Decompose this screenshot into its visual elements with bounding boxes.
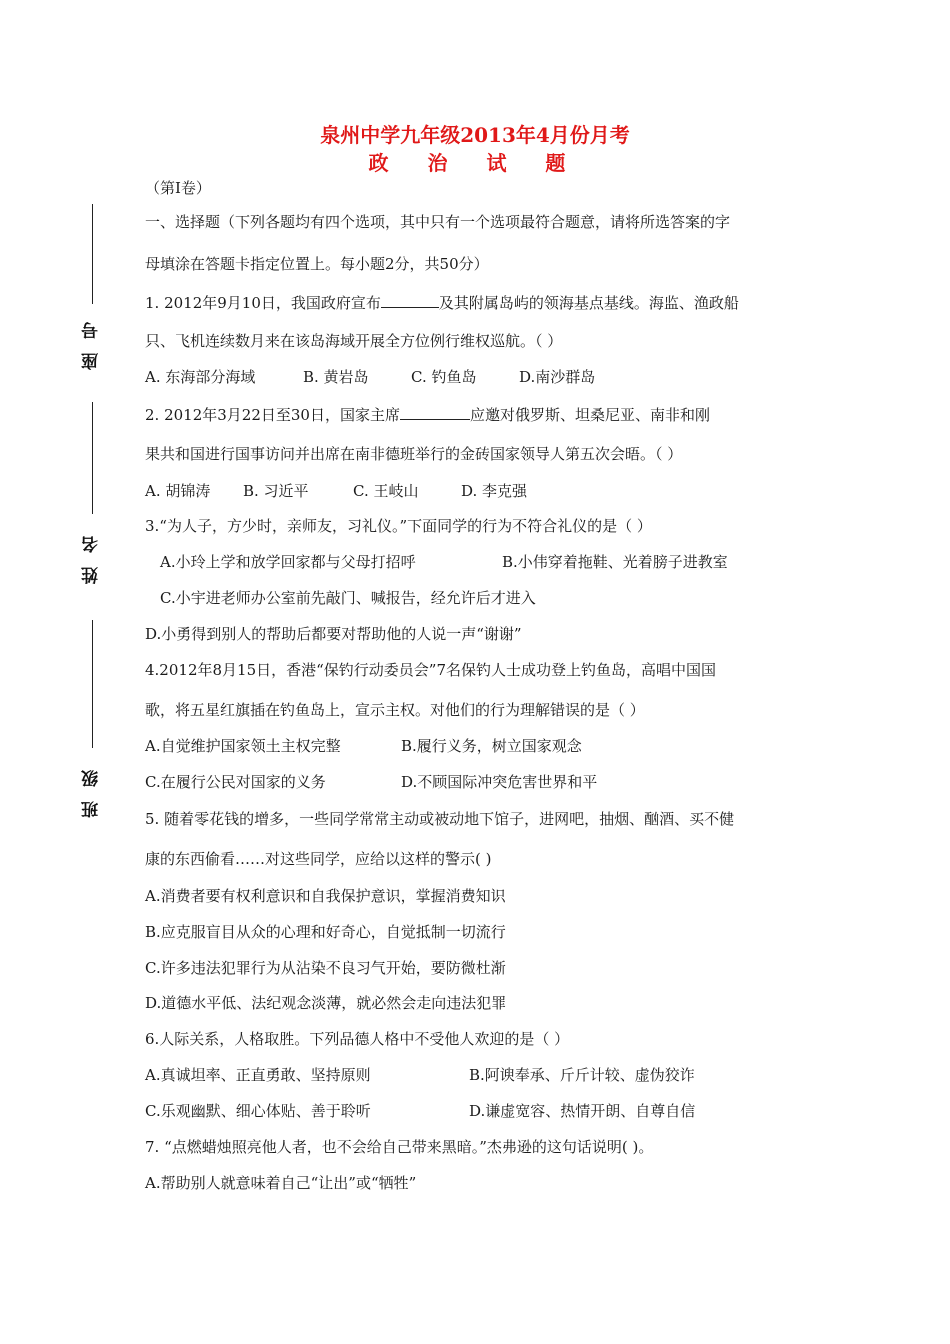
seat-label: 座号 <box>82 308 102 370</box>
option-a: A.消费者要有权利意识和自我保护意识，掌握消费知识 <box>145 887 506 905</box>
option-d: D.谦虚宽容、热情开朗、自尊自信 <box>469 1102 696 1120</box>
option-c: C.许多违法犯罪行为从沾染不良习气开始，要防微杜渐 <box>145 959 506 977</box>
option-a: A.帮助别人就意味着自己“让出”或“牺牲” <box>145 1174 417 1192</box>
option-b: B. 黄岩岛 <box>303 368 369 386</box>
answer-blank <box>400 404 470 420</box>
option-a: A. 胡锦涛 <box>145 482 211 500</box>
question-1-options <box>145 367 595 387</box>
exam-title: 泉州中学九年级2013年4月份月考 <box>320 123 630 147</box>
question-2-stem-line2: 果共和国进行国事访问并出席在南非德班举行的金砖国家领导人第五次会晤。（ ） <box>145 445 683 463</box>
question-4-stem: 4.2012年8月15日，香港“保钓行动委员会”7名保钓人士成功登上钓鱼岛，高唱中国国 <box>145 661 716 679</box>
option-d: D. 李克强 <box>461 482 528 500</box>
volume-label: （第Ⅰ卷） <box>145 179 211 197</box>
question-6-stem: 6.人际关系，人格取胜。下列品德人格中不受他人欢迎的是（ ） <box>145 1030 570 1048</box>
question-1-stem-line2: 只、飞机连续数月来在该岛海域开展全方位例行维权巡航。（ ） <box>145 332 563 350</box>
option-c: C.在履行公民对国家的义务 <box>145 773 326 791</box>
option-b: B.履行义务，树立国家观念 <box>401 737 582 755</box>
option-d: D.道德水平低、法纪观念淡薄，就必然会走向违法犯罪 <box>145 994 507 1012</box>
section-instructions-line1: 一、选择题（下列各题均有四个选项，其中只有一个选项最符合题意，请将所选答案的字 <box>145 213 731 231</box>
option-d: D.南沙群岛 <box>519 368 596 386</box>
option-a: A. 东海部分海域 <box>145 368 256 386</box>
question-5-stem-line2: 康的东西偷看……对这些同学，应给以这样的警示( ) <box>145 850 492 868</box>
option-a: A.小玲上学和放学回家都与父母打招呼 <box>160 553 416 571</box>
question-2-stem <box>145 404 710 425</box>
question-6-options-cd <box>145 1101 695 1121</box>
question-1-stem <box>145 292 739 313</box>
exam-subject-title: 政 治 试 题 <box>368 151 582 175</box>
question-3-options-ab <box>160 552 728 572</box>
question-7-stem: 7. “点燃蜡烛照亮他人者，也不会给自己带来黑暗。”杰弗逊的这句话说明( )。 <box>145 1138 654 1156</box>
class-label: 班级 <box>82 756 102 818</box>
option-b: B.应克服盲目从众的心理和好奇心，自觉抵制一切流行 <box>145 923 506 941</box>
class-line <box>92 620 93 748</box>
section-instructions-line2: 母填涂在答题卡指定位置上。每小题2分，共50分） <box>145 255 489 273</box>
option-b: B.小伟穿着拖鞋、光着膀子进教室 <box>502 553 728 571</box>
option-c: C.小宇进老师办公室前先敲门、喊报告，经允许后才进入 <box>160 589 536 607</box>
question-4-options-cd <box>145 772 597 792</box>
name-line <box>92 402 93 514</box>
option-b: B. 习近平 <box>243 482 309 500</box>
question-2-text-b: 应邀对俄罗斯、坦桑尼亚、南非和刚 <box>469 406 710 424</box>
option-a: A.自觉维护国家领土主权完整 <box>145 737 341 755</box>
question-6-options-ab <box>145 1065 695 1085</box>
question-4-stem-line2: 歌，将五星红旗插在钓鱼岛上，宣示主权。对他们的行为理解错误的是（ ） <box>145 701 645 719</box>
option-d: D.小勇得到别人的帮助后都要对帮助他的人说一声“谢谢” <box>145 625 522 643</box>
question-5-stem: 5. 随着零花钱的增多，一些同学常常主动或被动地下馆子，进网吧，抽烟、酗酒、买不健 <box>145 810 735 828</box>
name-label: 姓名 <box>82 522 102 584</box>
question-1-text-a: 1. 2012年9月10日，我国政府宣布 <box>145 294 381 312</box>
option-c: C. 钓鱼岛 <box>411 368 477 386</box>
answer-blank <box>381 292 439 308</box>
option-d: D.不顾国际冲突危害世界和平 <box>401 773 598 791</box>
question-2-text-a: 2. 2012年3月22日至30日，国家主席 <box>145 406 400 424</box>
seat-line <box>92 204 93 304</box>
option-c: C.乐观幽默、细心体贴、善于聆听 <box>145 1102 371 1120</box>
question-3-stem: 3.“为人子，方少时，亲师友，习礼仪。”下面同学的行为不符合礼仪的是（ ） <box>145 517 652 535</box>
question-1-text-b: 及其附属岛屿的领海基点基线。海监、渔政船 <box>438 294 739 312</box>
option-c: C. 王岐山 <box>353 482 419 500</box>
question-2-options <box>145 481 527 501</box>
option-b: B.阿谀奉承、斤斤计较、虚伪狡诈 <box>469 1066 695 1084</box>
question-4-options-ab <box>145 736 582 756</box>
option-a: A.真诚坦率、正直勇敢、坚持原则 <box>145 1066 371 1084</box>
